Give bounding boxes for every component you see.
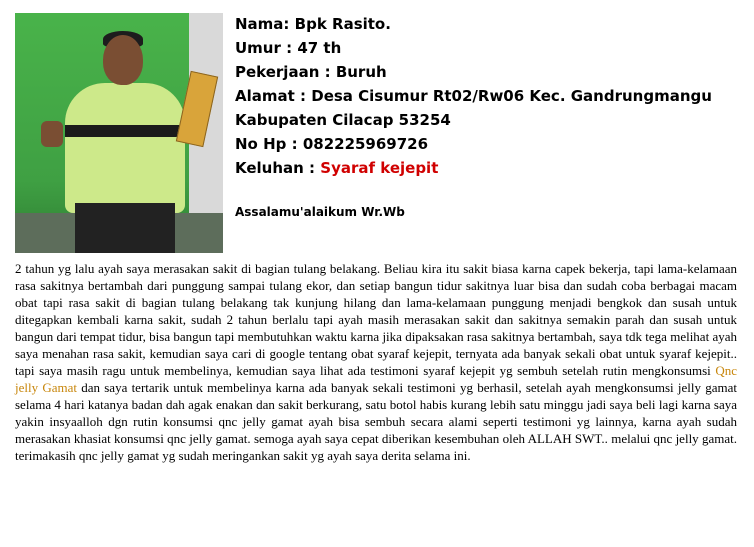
story-part2: dan saya tertarik untuk membelinya karna ada banyak sekali testimoni yg berhasil, setelah ayah mengkonsumsi jelly gamat selama 4 hari katanya badan dah agak enakan dan sakit berkurang, satu botol habis kurang lebih satu minggu jadi saya beli lagi karna saya yakin insyaalloh dgn rutin konsumsi qnc jelly gamat ayah bisa sembuh secara alami seperti testimoni yg lainnya, karna ayah sudah merasakan khasiat konsumsi qnc jelly gamat. semoga ayah saya cepat diberikan kesembuhan oleh ALLAH SWT.. melalui qnc jelly gamat. terimakasih qnc jelly gamat yg sudah meringankan sakit yg ayah saya derita selama ini.	[15, 380, 737, 463]
customer-info	[235, 12, 712, 224]
info-nama: Nama: Bpk Rasito.	[235, 15, 391, 33]
info-hp: No Hp : 082225969726	[235, 135, 429, 153]
story-part1: 2 tahun yg lalu ayah saya merasakan sakit di bagian tulang belakang. Beliau kira itu sakit biasa karna capek bekerja, tapi lama-kelamaan rasa sakitnya bertambah dari punggung sampai tulang ekor, dan setiap bangun tidur sakitnya luar bisa dan sudah coba berbagai macam obat tapi rasa sakit di bagian tulang belakang tak kunjung hilang dan lama-kelamaan punggung menjadi bengkok dan susah untuk ditegapkan kembali karna sakit, sudah 2 tahun berlalu tapi ayah masih merasakan sakit dan sakitnya semakin parah dan susah untuk bangun dari tempat tidur, bisa bangun tapi membutuhkan waktu karna jika dipaksakan rasa sakitnya bertambah, saya tdk tega melihat ayah saya menahan rasa sakit, kemudian saya cari di google tentang obat syaraf kejepit, ternyata ada banyak sekali obat untuk syaraf kejepit.. tapi saya masih ragu untuk membelinya, kemudian saya lihat ada testimoni syaraf kejepit yg sembuh setelah rutin mengkonsumsi	[15, 261, 737, 378]
info-umur: Umur : 47 th	[235, 39, 342, 57]
keluhan-label: Keluhan :	[235, 159, 321, 177]
product-link[interactable]: Qnc jelly Gamat	[15, 363, 737, 395]
greeting: Assalamu'alaikum Wr.Wb	[235, 205, 405, 219]
keluhan-value: Syaraf kejepit	[320, 159, 439, 177]
info-alamat-line1: Alamat : Desa Cisumur Rt02/Rw06 Kec. Gandrungmangu	[235, 87, 712, 105]
testimonial-text	[15, 260, 737, 464]
info-pekerjaan: Pekerjaan : Buruh	[235, 63, 387, 81]
info-keluhan	[235, 156, 712, 180]
info-alamat-line2: Kabupaten Cilacap 53254	[235, 111, 451, 129]
testimonial-photo	[15, 13, 223, 253]
